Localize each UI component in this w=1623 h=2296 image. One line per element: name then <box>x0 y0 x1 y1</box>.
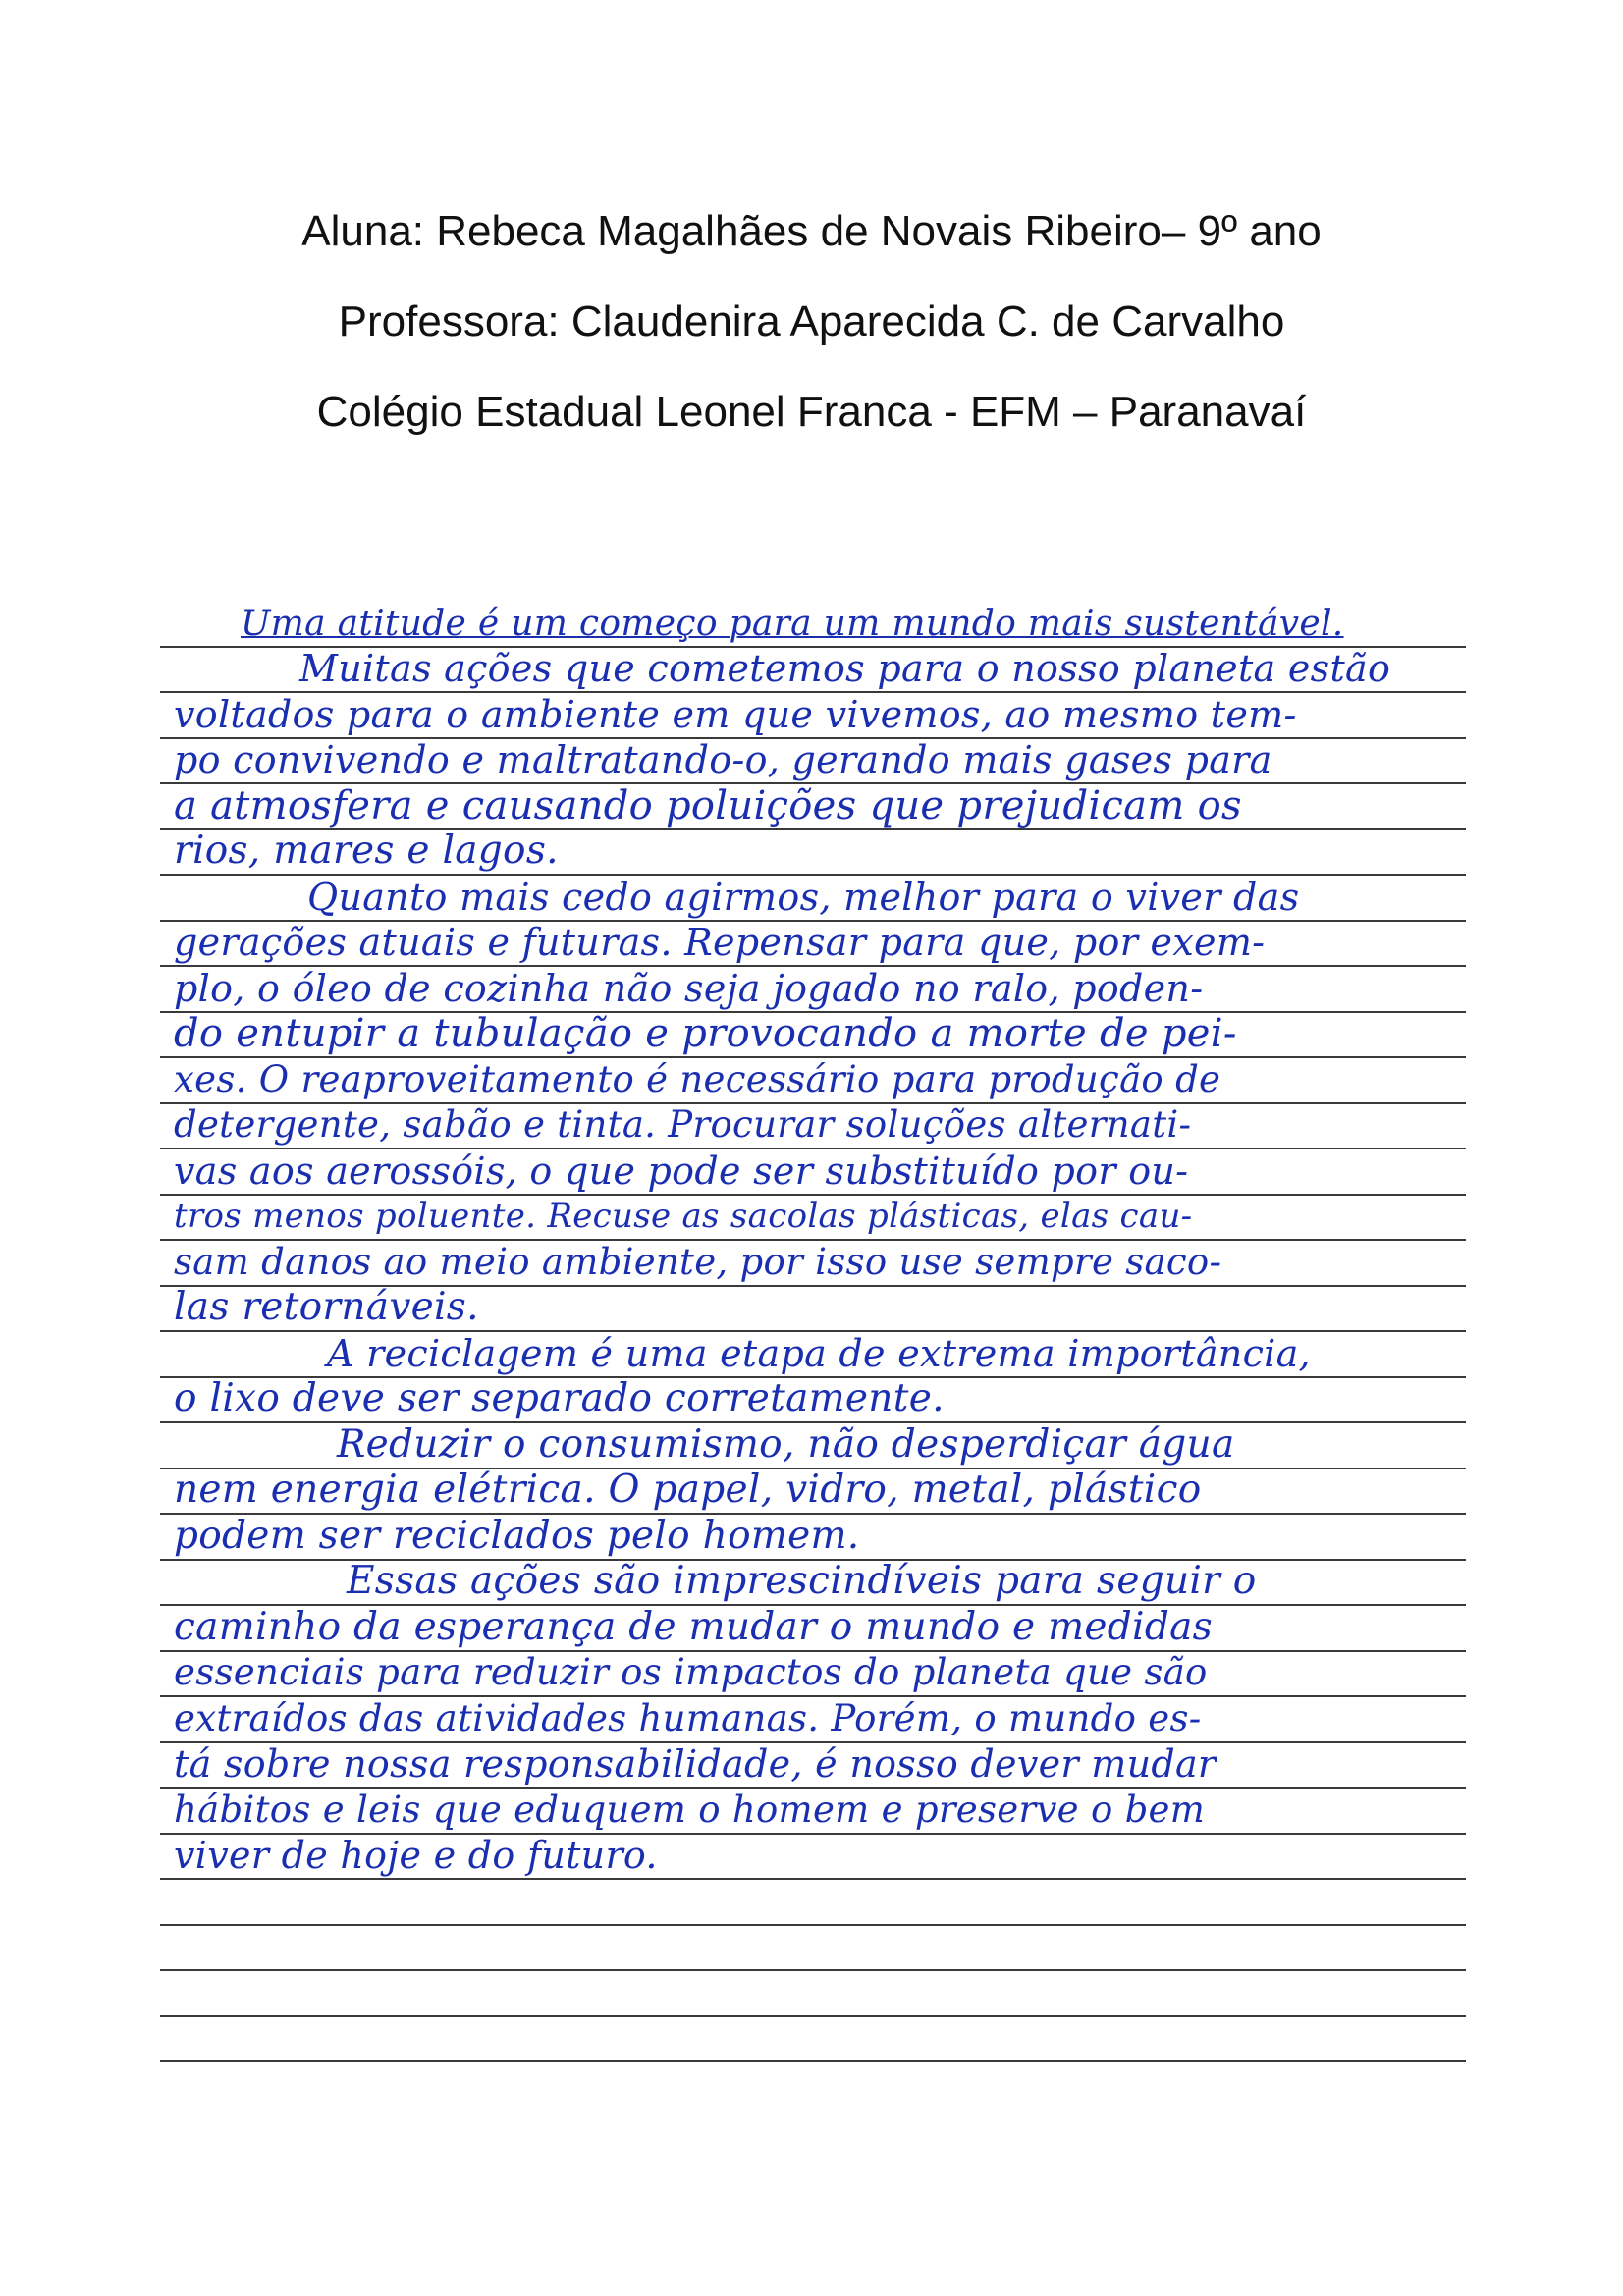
essay-title: Uma atitude é um começo para um mundo mais sustentável. <box>241 604 1344 644</box>
document-header <box>0 187 1623 457</box>
ruled-line <box>160 2015 1466 2017</box>
essay-line: po convivendo e maltratando-o, gerando mais gases para <box>174 738 1272 781</box>
school-line: Colégio Estadual Leonel Franca - EFM – Paranavaí <box>316 388 1307 436</box>
ruled-line <box>160 1924 1466 1926</box>
teacher-line: Professora: Claudenira Aparecida C. de Carvalho <box>338 297 1285 346</box>
essay-line: Reduzir o consumismo, não desperdiçar água <box>337 1422 1235 1467</box>
essay-line: extraídos das atividades humanas. Porém, o mundo es- <box>174 1697 1202 1739</box>
essay-line: a atmosfera e causando poluições que prejudicam os <box>174 783 1242 828</box>
essay-line: caminho da esperança de mudar o mundo e medidas <box>174 1605 1213 1649</box>
ruled-line <box>160 1969 1466 1971</box>
essay-line: do entupir a tubulação e provocando a morte de pei- <box>174 1011 1237 1056</box>
ruled-line <box>160 1878 1466 1880</box>
essay-line: o lixo deve ser separado corretamente. <box>174 1376 945 1420</box>
essay-line: sam danos ao meio ambiente, por isso use sempre saco- <box>174 1241 1222 1283</box>
essay-line: essenciais para reduzir os impactos do planeta que são <box>174 1651 1208 1693</box>
essay-line: podem ser reciclados pelo homem. <box>174 1514 860 1558</box>
essay-line: xes. O reaproveitamento é necessário para produção de <box>174 1058 1221 1100</box>
student-line: Aluna: Rebeca Magalhães de Novais Ribeiro– 9º ano <box>301 207 1322 255</box>
essay-line: Essas ações são imprescindíveis para seguir o <box>347 1559 1257 1603</box>
ruled-line <box>160 2060 1466 2062</box>
essay-line: tros menos poluente. Recuse as sacolas plásticas, elas cau- <box>174 1197 1193 1236</box>
essay-line: vas aos aerossóis, o que pode ser substituído por ou- <box>174 1149 1189 1193</box>
essay-line: detergente, sabão e tinta. Procurar soluções alternati- <box>174 1103 1192 1146</box>
essay-line: las retornáveis. <box>174 1285 479 1329</box>
essay-line: rios, mares e lagos. <box>174 828 559 873</box>
essay-line: gerações atuais e futuras. Repensar para que, por exem- <box>174 921 1266 964</box>
essay-line: nem energia elétrica. O papel, vidro, metal, plástico <box>174 1468 1202 1512</box>
handwritten-essay-sheet <box>160 589 1466 2081</box>
essay-line: Quanto mais cedo agirmos, melhor para o viver das <box>307 876 1300 919</box>
essay-line: plo, o óleo de cozinha não seja jogado no ralo, poden- <box>174 967 1204 1010</box>
essay-line: voltados para o ambiente em que vivemos, ao mesmo tem- <box>174 693 1297 736</box>
essay-line: hábitos e leis que eduquem o homem e preserve o bem <box>174 1789 1206 1831</box>
essay-line: A reciclagem é uma etapa de extrema importância, <box>327 1332 1311 1375</box>
essay-line: viver de hoje e do futuro. <box>174 1834 658 1877</box>
essay-line: Muitas ações que cometemos para o nosso planeta estão <box>299 647 1391 690</box>
essay-line: tá sobre nossa responsabilidade, é nosso dever mudar <box>174 1742 1217 1786</box>
